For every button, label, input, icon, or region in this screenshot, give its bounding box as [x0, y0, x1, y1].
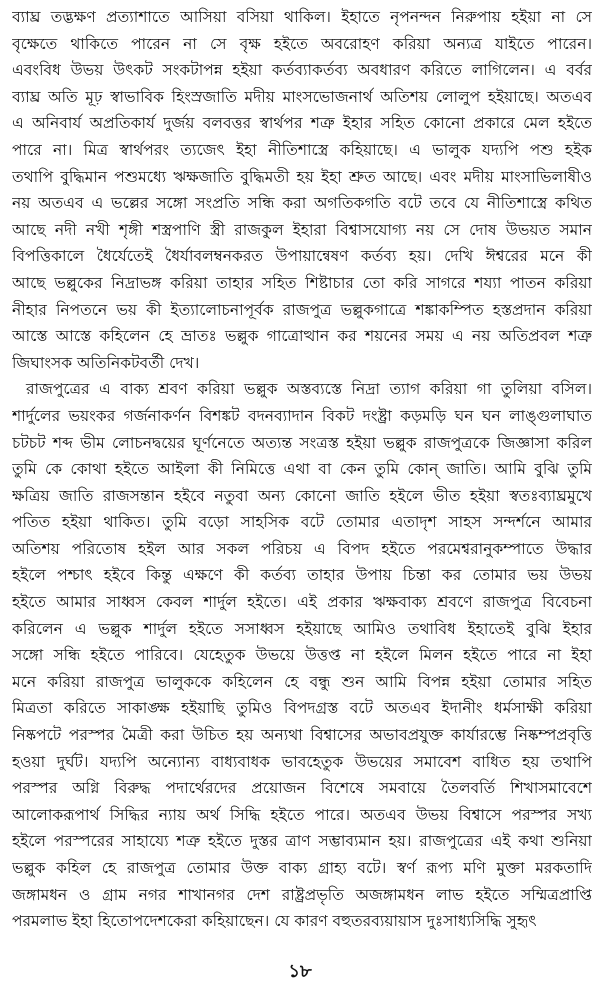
text-line: ব্যাঘ্র অতি মূঢ় স্বাভাবিক হিংস্রজাতি মদীয় মাংসভোজনার্থ অতিশয় লোলুপ হইয়াছে। অতএব: [12, 87, 592, 106]
text-line: সঙ্গো সন্ধি হইতে পারিবে। যেহেতুক উভয়ে উত্তপ্ত না হইলে মিলন হইতে পারে না ইহা: [12, 646, 592, 665]
body-text: [12, 4, 592, 935]
text-line: এ অনিবার্য অপ্রতিকার্য দুর্জয় বলবত্তর স্বার্থপর শত্রু ইহার সহিত কোনো প্রকারে মেল হইতে: [12, 114, 592, 133]
text-line: পতিত হইয়া থাকিত। তুমি বড়ো সাহসিক বটে তোমার এতাদৃশ সাহস সন্দর্শনে আমার: [12, 513, 592, 532]
page-number: ১৮: [288, 961, 312, 982]
text-line: জিঘাংসক অতিনিকটবর্তী দেখ।: [12, 353, 200, 372]
text-line: বিপত্তিকালে ধৈর্যেতেই ধৈর্যাবলম্বনকরত উপায়ান্বেষণ কর্তব্য হয়। দেখি ঈশ্বরের মনে কী: [12, 247, 592, 266]
text-line: আছে নদী নখী শৃঙ্গী শস্ত্রপাণি স্ত্রী রাজকুল ইহারা বিশ্বাসযোগ্য নয় সে দোষ উভয়ত সমান: [12, 220, 592, 239]
text-line: পরমলাভ ইহা হিতোপদেশকেরা কহিয়াছেন। যে কারণ বহুতরব্যয়ায়াস দুঃসাধ্যসিদ্ধি সুহৃৎ: [12, 912, 537, 931]
text-line: পরস্পর অগ্নি বিরুদ্ধ পদার্থেরদের প্রয়োজন বিশেষে সমবায়ে তৈলবর্তি শিখাসমাবেশে: [12, 779, 592, 798]
text-line: ভল্লুক কহিল হে রাজপুত্র তোমার উক্ত বাক্য গ্রাহ্য বটে। স্বর্ণ রূপ্য মণি মুক্তা মরকতাদি: [12, 859, 592, 877]
text-line: নয় অতএব এ ভল্লের সঙ্গো সংপ্রতি সন্ধি করা অগতিকগতি বটে তবে যে নীতিশাস্ত্রে কথিত: [12, 194, 592, 213]
text-line: এবংবিধ উভয় উৎকট সংকটাপন্ন হইয়া কর্তব্যাকর্তব্য অবধারণ করিতে লাগিলেন। এ বর্বর: [12, 61, 592, 80]
text-line: মিত্রতা করিতে সাকাঙ্ক্ষ হইয়াছি তুমিও বিপদগ্রস্ত বটে অতএব ইদানীং ধর্মসাক্ষী করিয়া: [12, 699, 592, 718]
text-line: আলোকরূপার্থ সিদ্ধির ন্যায় অর্থ সিদ্ধি হইতে পারে। অতএব উভয় বিশ্বাসে পরস্পর সখ্য: [12, 805, 592, 824]
text-line: মনে করিয়া রাজপুত্র ভালুককে কহিলেন হে বন্ধু শুন আমি বিপন্ন হইয়া তোমার সহিত: [12, 672, 592, 691]
text-line: তথাপি বুদ্ধিমান পশুমধ্যে ঋক্ষজাতি বুদ্ধিমতী হয় ইহা শ্রুত আছে। এবং মদীয় মাংসাভিলাষীও: [12, 167, 592, 186]
text-line: শার্দুলের ভয়ংকর গর্জনাকর্ণন বিশঙ্কট বদনব্যাদান বিকট দংষ্ট্রা কড়মড়ি ঘন ঘন লাঙ্গুলাঘাত: [12, 406, 592, 425]
text-line: হইতে আমার সাধ্বস কেবল শার্দুল হইতে। এই প্রকার ঋক্ষবাক্য শ্রবণে রাজপুত্র বিবেচনা: [12, 593, 592, 612]
paragraph: [12, 376, 592, 934]
text-line: নিষ্কপটে পরস্পর মৈত্রী করা উচিত হয় অন্যথা বিশ্বাসের অভাবপ্রযুক্ত কার্যারম্ভে নিষ্কম্পপ্রবৃত্তি: [12, 726, 592, 745]
text-line: রাজপুত্রের এ বাক্য শ্রবণ করিয়া ভল্লুক অস্তব্যস্তে নিদ্রা ত্যাগ করিয়া গা তুলিয়া বসিল।: [26, 380, 592, 399]
text-line: হওয়া দুর্ঘট। যদ্যপি অন্যোন্য বাধ্যবাধক ভাবহেতুক উভয়ের সমাবেশ বাধিত হয় তথাপি: [12, 752, 592, 771]
text-line: অতিশয় পরিতোষ হইল আর সকল পরিচয় এ বিপদ হইতে পরমেশ্বরানুকম্পাতে উদ্ধার: [12, 539, 592, 558]
paragraph: [12, 4, 592, 376]
text-line: জঙ্গামধন ও গ্রাম নগর শাখানগর দেশ রাষ্ট্রপ্রভৃতি অজঙ্গামধন লাভ হইতে সম্মিত্রপ্রাপ্তি: [12, 885, 592, 904]
text-line: হইলে পশ্চাৎ হইবে কিন্তু এক্ষণে কী কর্তব্য তাহার উপায় চিন্তা কর তোমার ভয় উভয়: [12, 566, 592, 585]
text-line: চটচট শব্দ ভীম লোচনদ্বয়ের ঘূর্ণনেতে অত্যন্ত সংত্রস্ত হইয়া ভল্লুক রাজপুত্রকে জিজ্ঞাসা করিল: [12, 433, 592, 452]
text-line: ক্ষত্রিয় জাতি রাজসন্তান হইবে নতুবা অন্য কোনো জাতি হইলে ভীত হইয়া স্বতঃব্যাঘ্রমুখে: [12, 486, 592, 505]
text-line: নীহার নিপতনে ভয় কী ইত্যালোচনাপূর্বক রাজপুত্র ভল্লুকগাত্রে শঙ্কাকম্পিত হস্তপ্রদান করিয়া: [12, 300, 592, 319]
text-line: বৃক্ষেতে থাকিতে পারেন না সে বৃক্ষ হইতে অবরোহণ করিয়া অন্যত্র যাইতে পারেন।: [12, 34, 592, 53]
text-line: করিলেন এ ভল্লুক শার্দুল হইতে সসাধ্বস হইয়াছে আমিও তথাবিধ ইহাতেই বুঝি ইহার: [12, 619, 592, 638]
text-line: হইলে পরস্পরের সাহায্যে শত্রু হইতে দুস্তর ত্রাণ সম্ভাব্যমান হয়। রাজপুত্রের এই কথা শুনিয়া: [12, 832, 592, 851]
text-line: পারে না। মিত্র স্বার্থপরং ত্যজেৎ ইহা নীতিশাস্ত্রে কহিয়াছে। এ ভালুক যদ্যপি পশু হইক: [12, 140, 592, 159]
text-line: ব্যাঘ্র তদ্ভক্ষণ প্রত্যাশাতে আসিয়া বসিয়া থাকিল। ইহাতে নৃপনন্দন নিরুপায় হইয়া না সে: [12, 8, 592, 26]
text-line: আস্তে আস্তে কহিলেন হে ভ্রাতঃ ভল্লুক গাত্রোত্থান কর শয়নের সময় এ নয় অতিপ্রবল শত্রু: [12, 327, 592, 346]
text-line: তুমি কে কোথা হইতে আইলা কী নিমিত্তে এথা বা কেন তুমি কোন্ জাতি। আমি বুঝি তুমি: [12, 460, 592, 479]
text-line: আছে ভল্লুকের নিদ্রাভঙ্গ করিয়া তাহার সহিত শিষ্টাচার তো করি সাগরে শয্যা পাতন করিয়া: [12, 273, 592, 292]
